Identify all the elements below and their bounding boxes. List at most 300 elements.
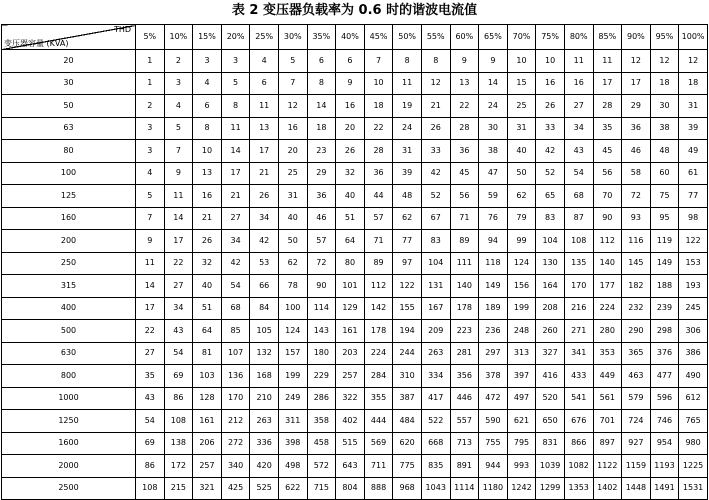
value-cell: 138 — [164, 432, 193, 455]
value-cell: 353 — [593, 342, 622, 365]
value-cell: 281 — [450, 342, 479, 365]
value-cell: 1122 — [593, 455, 622, 478]
value-cell: 257 — [193, 455, 222, 478]
value-cell: 897 — [593, 432, 622, 455]
value-cell: 26 — [193, 230, 222, 253]
table-row — [2, 342, 708, 365]
value-cell: 6 — [250, 72, 279, 95]
value-cell: 8 — [393, 50, 422, 73]
value-cell: 194 — [393, 320, 422, 343]
value-cell: 579 — [622, 387, 651, 410]
capacity-cell: 160 — [2, 207, 136, 230]
value-cell: 9 — [479, 50, 508, 73]
value-cell: 746 — [650, 410, 679, 433]
value-cell: 676 — [564, 410, 593, 433]
value-cell: 25 — [507, 95, 536, 118]
value-cell: 203 — [336, 342, 365, 365]
value-cell: 36 — [450, 140, 479, 163]
column-header: 70% — [507, 25, 536, 50]
value-cell: 12 — [650, 50, 679, 73]
value-cell: 14 — [479, 72, 508, 95]
value-cell: 7 — [364, 50, 393, 73]
value-cell: 140 — [593, 252, 622, 275]
value-cell: 417 — [421, 387, 450, 410]
value-cell: 143 — [307, 320, 336, 343]
value-cell: 28 — [450, 117, 479, 140]
value-cell: 10 — [364, 72, 393, 95]
value-cell: 458 — [307, 432, 336, 455]
column-header: 60% — [450, 25, 479, 50]
value-cell: 16 — [336, 95, 365, 118]
value-cell: 18 — [650, 72, 679, 95]
value-cell: 446 — [450, 387, 479, 410]
value-cell: 643 — [336, 455, 365, 478]
value-cell: 68 — [564, 185, 593, 208]
value-cell: 13 — [450, 72, 479, 95]
capacity-cell: 100 — [2, 162, 136, 185]
value-cell: 177 — [593, 275, 622, 298]
value-cell: 3 — [164, 72, 193, 95]
value-cell: 89 — [450, 230, 479, 253]
value-cell: 13 — [193, 162, 222, 185]
value-cell: 17 — [250, 140, 279, 163]
value-cell: 569 — [364, 432, 393, 455]
value-cell: 51 — [193, 297, 222, 320]
value-cell: 103 — [193, 365, 222, 388]
value-cell: 27 — [164, 275, 193, 298]
value-cell: 112 — [593, 230, 622, 253]
value-cell: 21 — [193, 207, 222, 230]
value-cell: 8 — [193, 117, 222, 140]
value-cell: 54 — [136, 410, 165, 433]
column-header: 80% — [564, 25, 593, 50]
value-cell: 50 — [278, 230, 307, 253]
value-cell: 25 — [278, 162, 307, 185]
value-cell: 199 — [278, 365, 307, 388]
column-header: 25% — [250, 25, 279, 50]
value-cell: 1082 — [564, 455, 593, 478]
value-cell: 52 — [421, 185, 450, 208]
value-cell: 515 — [336, 432, 365, 455]
value-cell: 1180 — [479, 477, 508, 500]
value-cell: 108 — [164, 410, 193, 433]
value-cell: 69 — [164, 365, 193, 388]
capacity-cell: 20 — [2, 50, 136, 73]
table-row — [2, 320, 708, 343]
value-cell: 8 — [221, 95, 250, 118]
value-cell: 341 — [564, 342, 593, 365]
column-header: 45% — [364, 25, 393, 50]
value-cell: 724 — [622, 410, 651, 433]
value-cell: 40 — [193, 275, 222, 298]
value-cell: 48 — [650, 140, 679, 163]
value-cell: 43 — [564, 140, 593, 163]
value-cell: 596 — [650, 387, 679, 410]
value-cell: 50 — [507, 162, 536, 185]
value-cell: 1 — [136, 72, 165, 95]
table-row — [2, 252, 708, 275]
table-row — [2, 117, 708, 140]
value-cell: 31 — [278, 185, 307, 208]
value-cell: 84 — [250, 297, 279, 320]
value-cell: 46 — [622, 140, 651, 163]
value-cell: 322 — [336, 387, 365, 410]
value-cell: 1402 — [593, 477, 622, 500]
capacity-cell: 1000 — [2, 387, 136, 410]
column-header: 15% — [193, 25, 222, 50]
value-cell: 9 — [136, 230, 165, 253]
value-cell: 48 — [393, 185, 422, 208]
value-cell: 153 — [679, 252, 708, 275]
table-row — [2, 410, 708, 433]
value-cell: 590 — [479, 410, 508, 433]
value-cell: 765 — [679, 410, 708, 433]
value-cell: 224 — [593, 297, 622, 320]
capacity-cell: 500 — [2, 320, 136, 343]
header-row — [2, 25, 708, 50]
value-cell: 180 — [307, 342, 336, 365]
value-cell: 1491 — [650, 477, 679, 500]
value-cell: 21 — [421, 95, 450, 118]
capacity-cell: 200 — [2, 230, 136, 253]
thd-label: THD — [113, 25, 131, 34]
value-cell: 22 — [450, 95, 479, 118]
value-cell: 223 — [450, 320, 479, 343]
value-cell: 541 — [564, 387, 593, 410]
value-cell: 831 — [536, 432, 565, 455]
value-cell: 497 — [507, 387, 536, 410]
value-cell: 416 — [536, 365, 565, 388]
value-cell: 149 — [479, 275, 508, 298]
value-cell: 6 — [193, 95, 222, 118]
value-cell: 27 — [136, 342, 165, 365]
value-cell: 1531 — [679, 477, 708, 500]
value-cell: 193 — [679, 275, 708, 298]
value-cell: 891 — [450, 455, 479, 478]
corner-header-cell — [2, 25, 136, 50]
value-cell: 17 — [136, 297, 165, 320]
value-cell: 775 — [393, 455, 422, 478]
value-cell: 397 — [507, 365, 536, 388]
value-cell: 45 — [593, 140, 622, 163]
harmonic-current-table — [1, 24, 708, 500]
value-cell: 35 — [136, 365, 165, 388]
value-cell: 12 — [278, 95, 307, 118]
value-cell: 387 — [393, 387, 422, 410]
column-header: 55% — [421, 25, 450, 50]
value-cell: 1299 — [536, 477, 565, 500]
value-cell: 420 — [250, 455, 279, 478]
value-cell: 3 — [136, 140, 165, 163]
table-row — [2, 455, 708, 478]
table-row — [2, 185, 708, 208]
value-cell: 124 — [507, 252, 536, 275]
capacity-cell: 80 — [2, 140, 136, 163]
value-cell: 212 — [221, 410, 250, 433]
value-cell: 21 — [221, 185, 250, 208]
value-cell: 149 — [650, 252, 679, 275]
value-cell: 28 — [593, 95, 622, 118]
value-cell: 5 — [278, 50, 307, 73]
value-cell: 18 — [679, 72, 708, 95]
value-cell: 104 — [536, 230, 565, 253]
value-cell: 472 — [479, 387, 508, 410]
table-row — [2, 477, 708, 500]
value-cell: 170 — [221, 387, 250, 410]
value-cell: 39 — [679, 117, 708, 140]
value-cell: 336 — [250, 432, 279, 455]
value-cell: 4 — [136, 162, 165, 185]
value-cell: 128 — [193, 387, 222, 410]
value-cell: 210 — [250, 387, 279, 410]
value-cell: 8 — [307, 72, 336, 95]
value-cell: 38 — [650, 117, 679, 140]
table-row — [2, 387, 708, 410]
value-cell: 51 — [336, 207, 365, 230]
value-cell: 42 — [250, 230, 279, 253]
value-cell: 755 — [479, 432, 508, 455]
value-cell: 2 — [164, 50, 193, 73]
value-cell: 402 — [336, 410, 365, 433]
value-cell: 42 — [536, 140, 565, 163]
value-cell: 248 — [507, 320, 536, 343]
column-header: 75% — [536, 25, 565, 50]
value-cell: 795 — [507, 432, 536, 455]
value-cell: 89 — [364, 252, 393, 275]
value-cell: 272 — [221, 432, 250, 455]
value-cell: 170 — [564, 275, 593, 298]
table-row — [2, 365, 708, 388]
value-cell: 122 — [679, 230, 708, 253]
value-cell: 522 — [421, 410, 450, 433]
table-row — [2, 50, 708, 73]
value-cell: 42 — [421, 162, 450, 185]
value-cell: 358 — [307, 410, 336, 433]
value-cell: 284 — [364, 365, 393, 388]
value-cell: 168 — [250, 365, 279, 388]
value-cell: 38 — [479, 140, 508, 163]
value-cell: 62 — [278, 252, 307, 275]
value-cell: 122 — [393, 275, 422, 298]
value-cell: 40 — [507, 140, 536, 163]
value-cell: 40 — [278, 207, 307, 230]
value-cell: 7 — [278, 72, 307, 95]
value-cell: 54 — [564, 162, 593, 185]
value-cell: 178 — [364, 320, 393, 343]
value-cell: 71 — [364, 230, 393, 253]
value-cell: 477 — [650, 365, 679, 388]
capacity-cell: 315 — [2, 275, 136, 298]
value-cell: 129 — [336, 297, 365, 320]
value-cell: 5 — [136, 185, 165, 208]
capacity-cell: 50 — [2, 95, 136, 118]
value-cell: 112 — [364, 275, 393, 298]
value-cell: 93 — [622, 207, 651, 230]
value-cell: 167 — [421, 297, 450, 320]
value-cell: 14 — [164, 207, 193, 230]
value-cell: 11 — [593, 50, 622, 73]
value-cell: 4 — [193, 72, 222, 95]
capacity-cell: 2500 — [2, 477, 136, 500]
value-cell: 164 — [536, 275, 565, 298]
value-cell: 310 — [393, 365, 422, 388]
value-cell: 31 — [679, 95, 708, 118]
value-cell: 72 — [622, 185, 651, 208]
value-cell: 64 — [336, 230, 365, 253]
value-cell: 90 — [307, 275, 336, 298]
value-cell: 229 — [307, 365, 336, 388]
value-cell: 87 — [564, 207, 593, 230]
value-cell: 60 — [650, 162, 679, 185]
value-cell: 365 — [622, 342, 651, 365]
value-cell: 980 — [679, 432, 708, 455]
column-header: 40% — [336, 25, 365, 50]
value-cell: 6 — [336, 50, 365, 73]
value-cell: 9 — [450, 50, 479, 73]
value-cell: 1353 — [564, 477, 593, 500]
value-cell: 11 — [164, 185, 193, 208]
table-row — [2, 140, 708, 163]
value-cell: 83 — [421, 230, 450, 253]
value-cell: 14 — [221, 140, 250, 163]
value-cell: 28 — [364, 140, 393, 163]
value-cell: 9 — [164, 162, 193, 185]
value-cell: 59 — [479, 185, 508, 208]
column-header: 5% — [136, 25, 165, 50]
value-cell: 15 — [507, 72, 536, 95]
value-cell: 49 — [679, 140, 708, 163]
value-cell: 4 — [250, 50, 279, 73]
value-cell: 62 — [393, 207, 422, 230]
value-cell: 83 — [536, 207, 565, 230]
value-cell: 16 — [193, 185, 222, 208]
value-cell: 33 — [536, 117, 565, 140]
value-cell: 22 — [136, 320, 165, 343]
value-cell: 61 — [679, 162, 708, 185]
capacity-cell: 800 — [2, 365, 136, 388]
value-cell: 119 — [650, 230, 679, 253]
value-cell: 76 — [479, 207, 508, 230]
value-cell: 5 — [164, 117, 193, 140]
table-row — [2, 95, 708, 118]
value-cell: 86 — [136, 455, 165, 478]
value-cell: 52 — [536, 162, 565, 185]
value-cell: 668 — [421, 432, 450, 455]
value-cell: 557 — [450, 410, 479, 433]
value-cell: 34 — [221, 230, 250, 253]
value-cell: 54 — [221, 275, 250, 298]
table-row — [2, 230, 708, 253]
value-cell: 31 — [393, 140, 422, 163]
value-cell: 142 — [364, 297, 393, 320]
value-cell: 12 — [421, 72, 450, 95]
value-cell: 24 — [479, 95, 508, 118]
value-cell: 236 — [479, 320, 508, 343]
value-cell: 172 — [164, 455, 193, 478]
value-cell: 3 — [136, 117, 165, 140]
value-cell: 135 — [564, 252, 593, 275]
value-cell: 17 — [593, 72, 622, 95]
value-cell: 86 — [164, 387, 193, 410]
value-cell: 612 — [679, 387, 708, 410]
value-cell: 75 — [650, 185, 679, 208]
value-cell: 5 — [221, 72, 250, 95]
value-cell: 90 — [593, 207, 622, 230]
value-cell: 56 — [450, 185, 479, 208]
value-cell: 313 — [507, 342, 536, 365]
value-cell: 70 — [593, 185, 622, 208]
value-cell: 968 — [393, 477, 422, 500]
value-cell: 239 — [650, 297, 679, 320]
value-cell: 26 — [536, 95, 565, 118]
value-cell: 340 — [221, 455, 250, 478]
value-cell: 1225 — [679, 455, 708, 478]
value-cell: 11 — [136, 252, 165, 275]
value-cell: 257 — [336, 365, 365, 388]
capacity-cell: 250 — [2, 252, 136, 275]
value-cell: 35 — [593, 117, 622, 140]
value-cell: 944 — [479, 455, 508, 478]
value-cell: 77 — [393, 230, 422, 253]
value-cell: 711 — [364, 455, 393, 478]
value-cell: 16 — [278, 117, 307, 140]
capacity-cell: 400 — [2, 297, 136, 320]
value-cell: 11 — [393, 72, 422, 95]
value-cell: 17 — [164, 230, 193, 253]
value-cell: 58 — [622, 162, 651, 185]
table-row — [2, 207, 708, 230]
value-cell: 114 — [307, 297, 336, 320]
value-cell: 866 — [564, 432, 593, 455]
value-cell: 11 — [564, 50, 593, 73]
value-cell: 20 — [278, 140, 307, 163]
value-cell: 16 — [564, 72, 593, 95]
value-cell: 306 — [679, 320, 708, 343]
value-cell: 105 — [250, 320, 279, 343]
value-cell: 188 — [650, 275, 679, 298]
value-cell: 145 — [622, 252, 651, 275]
value-cell: 71 — [450, 207, 479, 230]
value-cell: 36 — [364, 162, 393, 185]
value-cell: 34 — [564, 117, 593, 140]
value-cell: 124 — [278, 320, 307, 343]
value-cell: 11 — [221, 117, 250, 140]
column-header: 10% — [164, 25, 193, 50]
value-cell: 1159 — [622, 455, 651, 478]
value-cell: 40 — [336, 185, 365, 208]
value-cell: 12 — [679, 50, 708, 73]
value-cell: 72 — [307, 252, 336, 275]
value-cell: 561 — [593, 387, 622, 410]
value-cell: 321 — [193, 477, 222, 500]
value-cell: 1193 — [650, 455, 679, 478]
value-cell: 45 — [450, 162, 479, 185]
value-cell: 33 — [421, 140, 450, 163]
value-cell: 42 — [221, 252, 250, 275]
capacity-cell: 1600 — [2, 432, 136, 455]
value-cell: 97 — [393, 252, 422, 275]
value-cell: 263 — [421, 342, 450, 365]
value-cell: 498 — [278, 455, 307, 478]
value-cell: 77 — [679, 185, 708, 208]
value-cell: 29 — [622, 95, 651, 118]
value-cell: 39 — [393, 162, 422, 185]
value-cell: 449 — [593, 365, 622, 388]
value-cell: 297 — [479, 342, 508, 365]
value-cell: 311 — [278, 410, 307, 433]
value-cell: 3 — [221, 50, 250, 73]
value-cell: 161 — [336, 320, 365, 343]
